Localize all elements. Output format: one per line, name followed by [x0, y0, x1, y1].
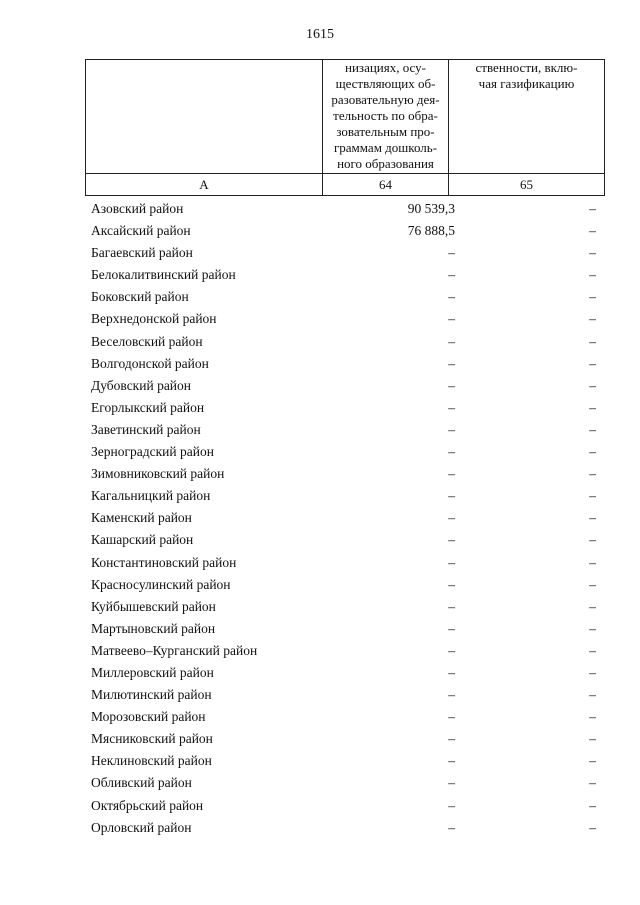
value-col-64: 90 539,3: [407, 201, 455, 216]
value-col-64: –: [448, 466, 455, 482]
district-name: Заветинский район: [91, 421, 201, 437]
district-name: Октябрьский район: [91, 797, 204, 813]
table-row: [0, 331, 640, 353]
table-row: [0, 706, 640, 728]
code-65: 65: [449, 174, 605, 196]
value-col-65: –: [589, 444, 596, 460]
header-col-a: [86, 60, 323, 174]
value-col-64: –: [448, 554, 455, 570]
table-header: [85, 59, 605, 196]
value-col-65: –: [589, 355, 596, 371]
header-col-65: [449, 60, 605, 174]
value-col-65: –: [589, 245, 596, 261]
value-col-65: –: [589, 819, 596, 835]
value-col-64: –: [448, 797, 455, 813]
district-name: Константиновский район: [91, 554, 237, 570]
value-col-65: –: [589, 554, 596, 570]
value-col-64: –: [448, 687, 455, 703]
table-row: [0, 574, 640, 596]
value-col-64: –: [448, 377, 455, 393]
district-name: Куйбышевский район: [91, 598, 216, 614]
value-col-64: –: [448, 620, 455, 636]
district-name: Милютинский район: [91, 687, 212, 703]
table-row: [0, 242, 640, 264]
table-row: [0, 264, 640, 286]
value-col-65: –: [589, 399, 596, 415]
header-col-64-text: низациях, осу- ществляющих об- разовательную дея- тельность по обра- зовательным про- граммам дошколь- ного образования: [331, 60, 440, 171]
district-name: Зерноградский район: [91, 444, 214, 460]
value-col-64: –: [448, 289, 455, 305]
district-name: Красносулинский район: [91, 576, 231, 592]
table-body: [0, 198, 640, 839]
value-col-65: –: [589, 488, 596, 504]
table-row: [0, 662, 640, 684]
value-col-64: –: [448, 510, 455, 526]
district-name: Верхнедонской район: [91, 311, 217, 327]
value-col-64: –: [448, 267, 455, 283]
value-col-65: –: [589, 576, 596, 592]
district-name: Мартыновский район: [91, 620, 216, 636]
table-row: [0, 463, 640, 485]
value-col-65: –: [589, 731, 596, 747]
table-row: [0, 198, 640, 220]
value-col-65: –: [589, 267, 596, 283]
header-col-65-text: ственности, вклю- чая газификацию: [475, 60, 578, 91]
header-row: [86, 60, 605, 174]
district-name: Веселовский район: [91, 333, 203, 349]
value-col-65: –: [589, 311, 596, 327]
table-row: [0, 220, 640, 242]
table-row: [0, 640, 640, 662]
value-col-65: –: [589, 598, 596, 614]
table-row: [0, 485, 640, 507]
table-row: [0, 552, 640, 574]
district-name: Азовский район: [91, 201, 184, 216]
value-col-65: –: [589, 642, 596, 658]
district-name: Дубовский район: [91, 377, 192, 393]
district-name: Орловский район: [91, 819, 192, 835]
header-col-64: [323, 60, 449, 174]
district-name: Кашарский район: [91, 532, 194, 548]
value-col-64: –: [448, 598, 455, 614]
code-64: 64: [323, 174, 449, 196]
value-col-65: –: [589, 421, 596, 437]
value-col-65: –: [589, 797, 596, 813]
value-col-65: –: [589, 223, 596, 239]
value-col-65: –: [589, 377, 596, 393]
code-row: [86, 174, 605, 196]
value-col-65: –: [589, 709, 596, 725]
value-col-64: –: [448, 576, 455, 592]
district-name: Кагальницкий район: [91, 488, 211, 504]
table-row: [0, 684, 640, 706]
value-col-64: –: [448, 731, 455, 747]
value-col-64: –: [448, 775, 455, 791]
district-name: Миллеровский район: [91, 664, 214, 680]
value-col-65: –: [589, 775, 596, 791]
district-name: Морозовский район: [91, 709, 206, 725]
value-col-64: 76 888,5: [407, 223, 455, 239]
district-name: Неклиновский район: [91, 753, 212, 769]
value-col-65: –: [589, 620, 596, 636]
value-col-64: –: [448, 532, 455, 548]
district-name: Багаевский район: [91, 245, 193, 261]
value-col-64: –: [448, 333, 455, 349]
value-col-64: –: [448, 245, 455, 261]
district-name: Матвеево–Курганский район: [91, 642, 258, 658]
value-col-65: –: [589, 664, 596, 680]
table-row: [0, 419, 640, 441]
table-row: [0, 750, 640, 772]
table-row: [0, 397, 640, 419]
table-row: [0, 507, 640, 529]
value-col-64: –: [448, 421, 455, 437]
table-row: [0, 817, 640, 839]
value-col-65: –: [589, 753, 596, 769]
district-name: Обливский район: [91, 775, 192, 791]
district-name: Зимовниковский район: [91, 466, 225, 482]
value-col-64: –: [448, 488, 455, 504]
value-col-65: –: [589, 510, 596, 526]
district-name: Каменский район: [91, 510, 192, 526]
value-col-64: –: [448, 399, 455, 415]
district-name: Боковский район: [91, 289, 189, 305]
district-name: Егорлыкский район: [91, 399, 205, 415]
district-name: Аксайский район: [91, 223, 191, 239]
value-col-64: –: [448, 664, 455, 680]
district-name: Волгодонской район: [91, 355, 209, 371]
table-row: [0, 618, 640, 640]
table-row: [0, 596, 640, 618]
district-name: Мясниковский район: [91, 731, 213, 747]
value-col-65: –: [589, 532, 596, 548]
value-col-65: –: [589, 687, 596, 703]
table-row: [0, 353, 640, 375]
value-col-65: –: [589, 466, 596, 482]
value-col-65: –: [589, 289, 596, 305]
table-row: [0, 375, 640, 397]
value-col-64: –: [448, 642, 455, 658]
code-a: А: [86, 174, 323, 196]
table-row: [0, 772, 640, 794]
value-col-65: –: [589, 201, 596, 216]
value-col-64: –: [448, 311, 455, 327]
page-number: 1615: [306, 27, 334, 42]
value-col-64: –: [448, 355, 455, 371]
district-name: Белокалитвинский район: [91, 267, 236, 283]
value-col-64: –: [448, 819, 455, 835]
value-col-64: –: [448, 444, 455, 460]
table-row: [0, 529, 640, 551]
table-row: [0, 286, 640, 308]
value-col-64: –: [448, 753, 455, 769]
value-col-65: –: [589, 333, 596, 349]
table-row: [0, 728, 640, 750]
value-col-64: –: [448, 709, 455, 725]
table-row: [0, 795, 640, 817]
table-row: [0, 308, 640, 330]
table-row: [0, 441, 640, 463]
